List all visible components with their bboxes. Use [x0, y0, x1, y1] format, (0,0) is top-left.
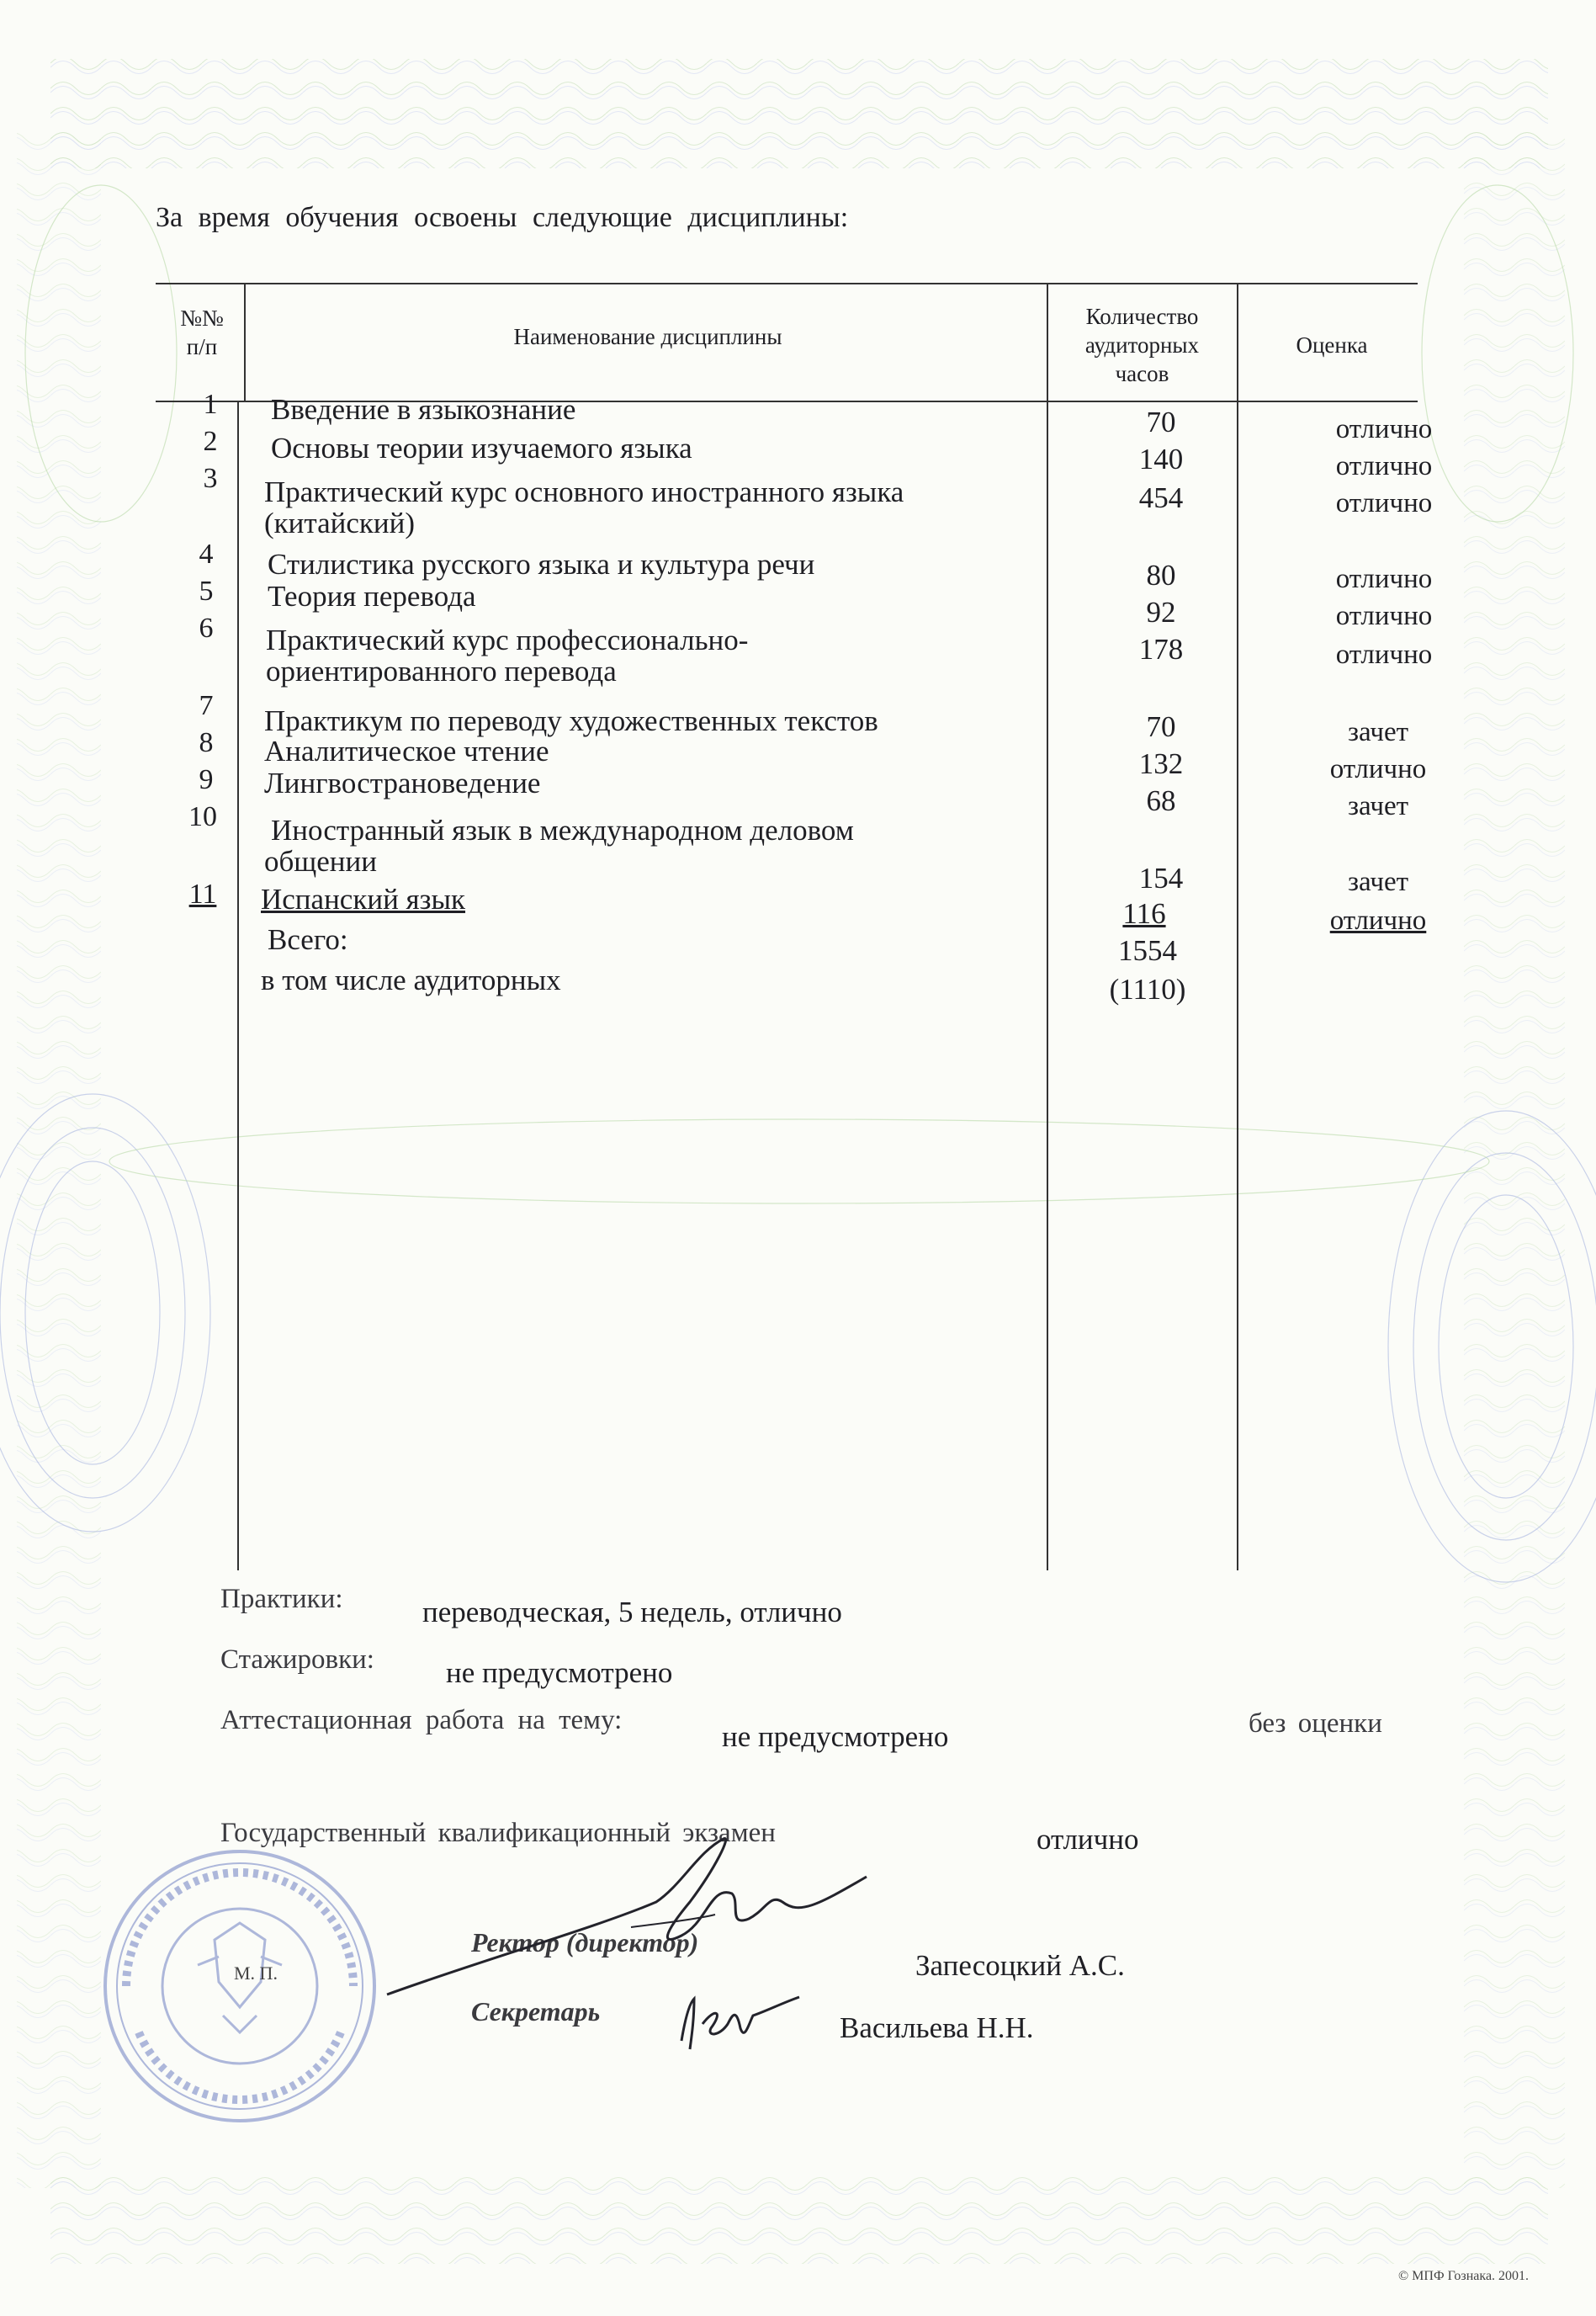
row-grade: отлично [1335, 601, 1433, 631]
table-column-divider-3 [1237, 283, 1238, 1570]
row-hours: 454 [1138, 481, 1184, 514]
row-hours: 140 [1138, 443, 1184, 475]
header-number-line-1: №№ [180, 305, 224, 331]
row-hours: 70 [1146, 406, 1176, 438]
internship-value: не предусмотрено [446, 1656, 673, 1689]
row-name [264, 476, 904, 539]
exam-label: Государственный квалификационный экзамен [220, 1818, 776, 1848]
row-number: 7 [199, 690, 214, 721]
row-name-line: Теория перевода [268, 580, 476, 613]
row-grade: отлично [1335, 414, 1433, 444]
total-value: 1554 [1118, 934, 1177, 967]
row-name [266, 624, 748, 688]
row-name [261, 884, 465, 915]
row-number: 1 [203, 389, 218, 420]
row-name [264, 736, 549, 767]
header-hours-line-3: часов [1115, 360, 1169, 386]
table-top-rule [156, 283, 1418, 284]
row-name-line: (китайский) [264, 507, 416, 540]
row-name [271, 433, 692, 464]
exam-grade: отлично [1037, 1823, 1139, 1856]
row-number: 11 [188, 879, 217, 910]
row-hours: 68 [1146, 784, 1176, 817]
row-name-line: Практикум по переводу художественных текстов [264, 704, 878, 737]
row-grade: отлично [1335, 564, 1433, 594]
secretary-signature [673, 1990, 808, 2058]
auditory-label: в том числе аудиторных [261, 964, 561, 996]
row-grade: отлично [1329, 906, 1427, 936]
auditory-value: (1110) [1109, 973, 1186, 1006]
row-name-line: Основы теории изучаемого языка [271, 432, 692, 465]
header-hours-line-2: аудиторных [1084, 332, 1200, 358]
rector-title: Ректор (директор) [471, 1927, 699, 1957]
table-column-divider-1 [244, 283, 246, 401]
row-name-line: Испанский язык [261, 883, 466, 916]
thesis-value: не предусмотрено [722, 1720, 949, 1753]
header-number [164, 305, 240, 362]
row-name-line: общении [264, 845, 377, 879]
table-column-divider-2 [1047, 283, 1048, 1570]
row-hours: 132 [1138, 747, 1184, 780]
row-number: 9 [199, 764, 214, 795]
row-name [268, 549, 814, 580]
intro-text: За время обучения освоены следующие дисциплины: [156, 202, 849, 233]
row-name [264, 768, 540, 799]
row-grade: зачет [1347, 717, 1409, 747]
row-name-line: Практический курс основного иностранного языка [264, 475, 904, 508]
row-number: 8 [199, 727, 214, 758]
row-name-line: Иностранный язык в международном деловом [271, 814, 854, 847]
row-name-line: Стилистика русского языка и культура речи [268, 548, 815, 581]
row-hours: 70 [1146, 710, 1176, 743]
row-number: 3 [203, 463, 218, 494]
row-hours: 154 [1138, 862, 1184, 895]
secretary-title: Секретарь [471, 1996, 601, 2027]
row-number: 10 [188, 801, 217, 832]
row-hours: 178 [1138, 633, 1184, 666]
header-name: Наименование дисциплины [513, 324, 782, 349]
rector-name: Запесоцкий А.С. [915, 1949, 1125, 1982]
practice-label: Практики: [220, 1584, 343, 1614]
thesis-grade: без оценки [1249, 1708, 1382, 1739]
thesis-label: Аттестационная работа на тему: [220, 1705, 623, 1735]
practice-value: переводческая, 5 недель, отлично [422, 1596, 842, 1628]
row-number: 2 [203, 426, 218, 457]
header-number-line-2: п/п [186, 333, 218, 359]
stamp-label: М. П. [234, 1963, 278, 1984]
row-grade: зачет [1347, 867, 1409, 897]
row-hours: 80 [1146, 559, 1176, 592]
row-grade: отлично [1335, 640, 1433, 670]
copyright-text: © МПФ Гознака. 2001. [1398, 2269, 1530, 2283]
seal-stamp [88, 1839, 391, 2133]
row-name [264, 705, 878, 736]
row-number: 6 [199, 613, 214, 644]
row-name-line: Лингвострановедение [264, 767, 541, 799]
row-name-line: Аналитическое чтение [264, 735, 549, 768]
row-hours: 116 [1122, 897, 1166, 930]
row-name-line: ориентированного перевода [266, 655, 617, 688]
row-number: 5 [199, 576, 214, 607]
row-grade: отлично [1335, 488, 1433, 518]
row-name [271, 394, 575, 425]
row-number: 4 [199, 539, 214, 570]
row-grade: отлично [1329, 754, 1427, 784]
secretary-name: Васильева Н.Н. [840, 2011, 1034, 2044]
total-label: Всего: [268, 923, 348, 956]
header-hours-line-1: Количество [1085, 304, 1199, 329]
row-hours: 92 [1146, 596, 1176, 629]
row-grade: зачет [1347, 791, 1409, 821]
row-name [268, 581, 476, 612]
internship-label: Стажировки: [220, 1644, 374, 1675]
header-hours [1052, 303, 1233, 388]
rector-signature [379, 1835, 900, 2003]
row-name [264, 815, 854, 878]
row-name-line: Практический курс профессионально- [266, 624, 749, 656]
header-grade: Оценка [1296, 332, 1368, 358]
row-grade: отлично [1335, 451, 1433, 481]
row-name-line: Введение в языкознание [271, 393, 576, 426]
